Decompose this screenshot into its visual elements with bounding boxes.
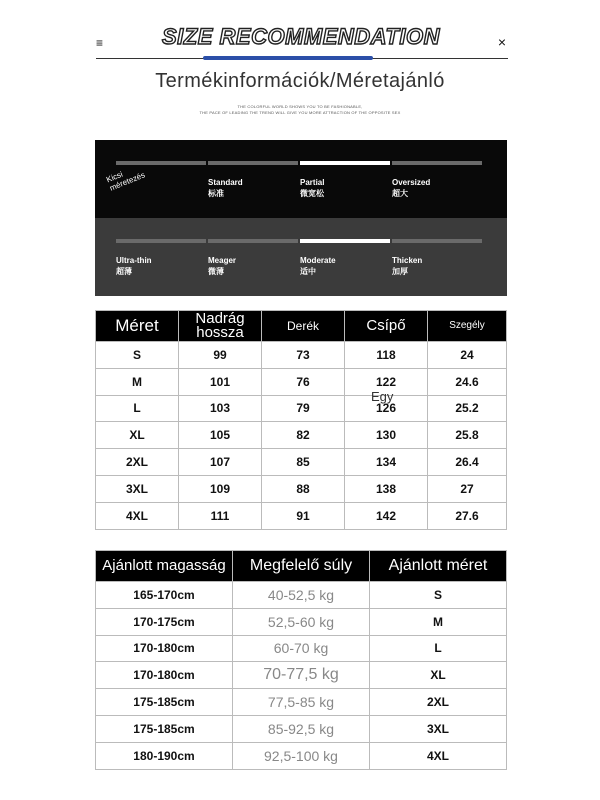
table-cell: 170-180cm xyxy=(96,635,233,662)
table-row xyxy=(96,715,507,742)
column-header: Ajánlott méret xyxy=(370,551,507,582)
fit-bar-4 xyxy=(392,161,482,165)
table-cell: XL xyxy=(370,662,507,689)
column-header: Szegély xyxy=(428,311,507,342)
tagline-line-2: THE PACE OF LEADING THE TREND WILL GIVE YOU MORE ATTRACTION OF THE OPPOSITE SEX xyxy=(199,110,401,115)
fit-label: Moderate 适中 xyxy=(300,256,336,276)
table-cell: 79 xyxy=(262,395,345,422)
close-icon[interactable]: × xyxy=(497,34,506,50)
table-cell: 99 xyxy=(179,342,262,369)
table-cell: 85-92,5 kg xyxy=(233,715,370,742)
column-header: Derék xyxy=(262,311,345,342)
table-cell: 2XL xyxy=(370,689,507,716)
fit-bar-1 xyxy=(116,239,206,243)
table-cell: 60-70 kg xyxy=(233,635,370,662)
overlay-note: Egy xyxy=(371,389,394,404)
table-row xyxy=(96,689,507,716)
table-cell: 70-77,5 kg xyxy=(233,662,370,689)
table-cell: 82 xyxy=(262,422,345,449)
table-row xyxy=(96,395,507,422)
fit-label: Oversized 超大 xyxy=(392,178,431,198)
table-cell: 27.6 xyxy=(428,502,507,529)
table-header-row xyxy=(96,311,507,342)
table-cell: 24.6 xyxy=(428,368,507,395)
table-cell: 4XL xyxy=(370,742,507,769)
table-cell: 52,5-60 kg xyxy=(233,608,370,635)
table-cell: M xyxy=(96,368,179,395)
fit-label: Meager 微薄 xyxy=(208,256,237,276)
column-header: Ajánlott magasság xyxy=(96,551,233,582)
table-cell: 170-180cm xyxy=(96,662,233,689)
table-cell: 85 xyxy=(262,449,345,476)
table-cell: 26.4 xyxy=(428,449,507,476)
fit-bar-2 xyxy=(208,161,298,165)
table-row xyxy=(96,449,507,476)
table-cell: 130 xyxy=(345,422,428,449)
table-cell: 3XL xyxy=(370,715,507,742)
table-cell: 118 xyxy=(345,342,428,369)
fit-chart xyxy=(95,140,507,296)
table-row xyxy=(96,635,507,662)
table-cell: S xyxy=(370,582,507,609)
table-cell: 77,5-85 kg xyxy=(233,689,370,716)
column-header: Megfelelő súly xyxy=(233,551,370,582)
fit-row-cut xyxy=(95,140,507,218)
table-cell: 107 xyxy=(179,449,262,476)
table-cell: 175-185cm xyxy=(96,689,233,716)
title-banner xyxy=(96,22,508,60)
table-row xyxy=(96,342,507,369)
table-cell: 122 xyxy=(345,368,428,395)
table-row xyxy=(96,502,507,529)
table-cell: 111 xyxy=(179,502,262,529)
table-cell: 88 xyxy=(262,475,345,502)
banner-accent xyxy=(203,56,373,60)
table-cell: 109 xyxy=(179,475,262,502)
table-cell: 175-185cm xyxy=(96,715,233,742)
table-row xyxy=(96,608,507,635)
table-cell: L xyxy=(96,395,179,422)
column-header: Nadrág hossza xyxy=(179,311,262,342)
table-cell: 126 xyxy=(345,395,428,422)
table-cell: M xyxy=(370,608,507,635)
table-cell: 4XL xyxy=(96,502,179,529)
table-cell: 27 xyxy=(428,475,507,502)
table-cell: 101 xyxy=(179,368,262,395)
table-cell: L xyxy=(370,635,507,662)
table-cell: 25.2 xyxy=(428,395,507,422)
fit-bar-1 xyxy=(116,161,206,165)
table-cell: 180-190cm xyxy=(96,742,233,769)
table-cell: 91 xyxy=(262,502,345,529)
table-cell: 103 xyxy=(179,395,262,422)
recommendation-table xyxy=(95,550,507,770)
column-header: Méret xyxy=(96,311,179,342)
banner-title: SIZE RECOMMENDATION xyxy=(162,24,440,49)
table-row xyxy=(96,582,507,609)
table-cell: 142 xyxy=(345,502,428,529)
table-cell: S xyxy=(96,342,179,369)
table-row xyxy=(96,368,507,395)
table-cell: 76 xyxy=(262,368,345,395)
table-cell: 134 xyxy=(345,449,428,476)
tagline-line-1: THE COLORFUL WORLD SHOWS YOU TO BE FASHIONABLE, xyxy=(237,104,363,109)
fit-bar-4 xyxy=(392,239,482,243)
table-row xyxy=(96,662,507,689)
table-cell: 2XL xyxy=(96,449,179,476)
table-cell: 138 xyxy=(345,475,428,502)
column-header: Csípő xyxy=(345,311,428,342)
table-cell: 3XL xyxy=(96,475,179,502)
fit-stamp: Kicsi méretezés xyxy=(105,169,147,193)
table-cell: 105 xyxy=(179,422,262,449)
table-cell: 25.8 xyxy=(428,422,507,449)
size-table xyxy=(95,310,507,530)
table-cell: 165-170cm xyxy=(96,582,233,609)
table-cell: XL xyxy=(96,422,179,449)
fit-bar-3 xyxy=(300,161,390,165)
table-cell: 73 xyxy=(262,342,345,369)
fit-label: Standard 标准 xyxy=(208,178,243,198)
table-cell: 170-175cm xyxy=(96,608,233,635)
fit-bar-2 xyxy=(208,239,298,243)
table-row xyxy=(96,422,507,449)
table-row xyxy=(96,475,507,502)
fit-label: Ultra-thin 超薄 xyxy=(116,256,152,276)
table-cell: 40-52,5 kg xyxy=(233,582,370,609)
page-subtitle: Termékinformációk/Méretajánló xyxy=(155,70,445,92)
table-row xyxy=(96,742,507,769)
table-cell: 92,5-100 kg xyxy=(233,742,370,769)
table-cell: 24 xyxy=(428,342,507,369)
fit-label: Partial 微宽松 xyxy=(300,178,325,198)
fit-bar-3 xyxy=(300,239,390,243)
table-header-row xyxy=(96,551,507,582)
fit-row-thickness xyxy=(95,218,507,296)
menu-icon[interactable]: ≡ xyxy=(96,36,104,50)
fit-label: Thicken 加厚 xyxy=(392,256,423,276)
